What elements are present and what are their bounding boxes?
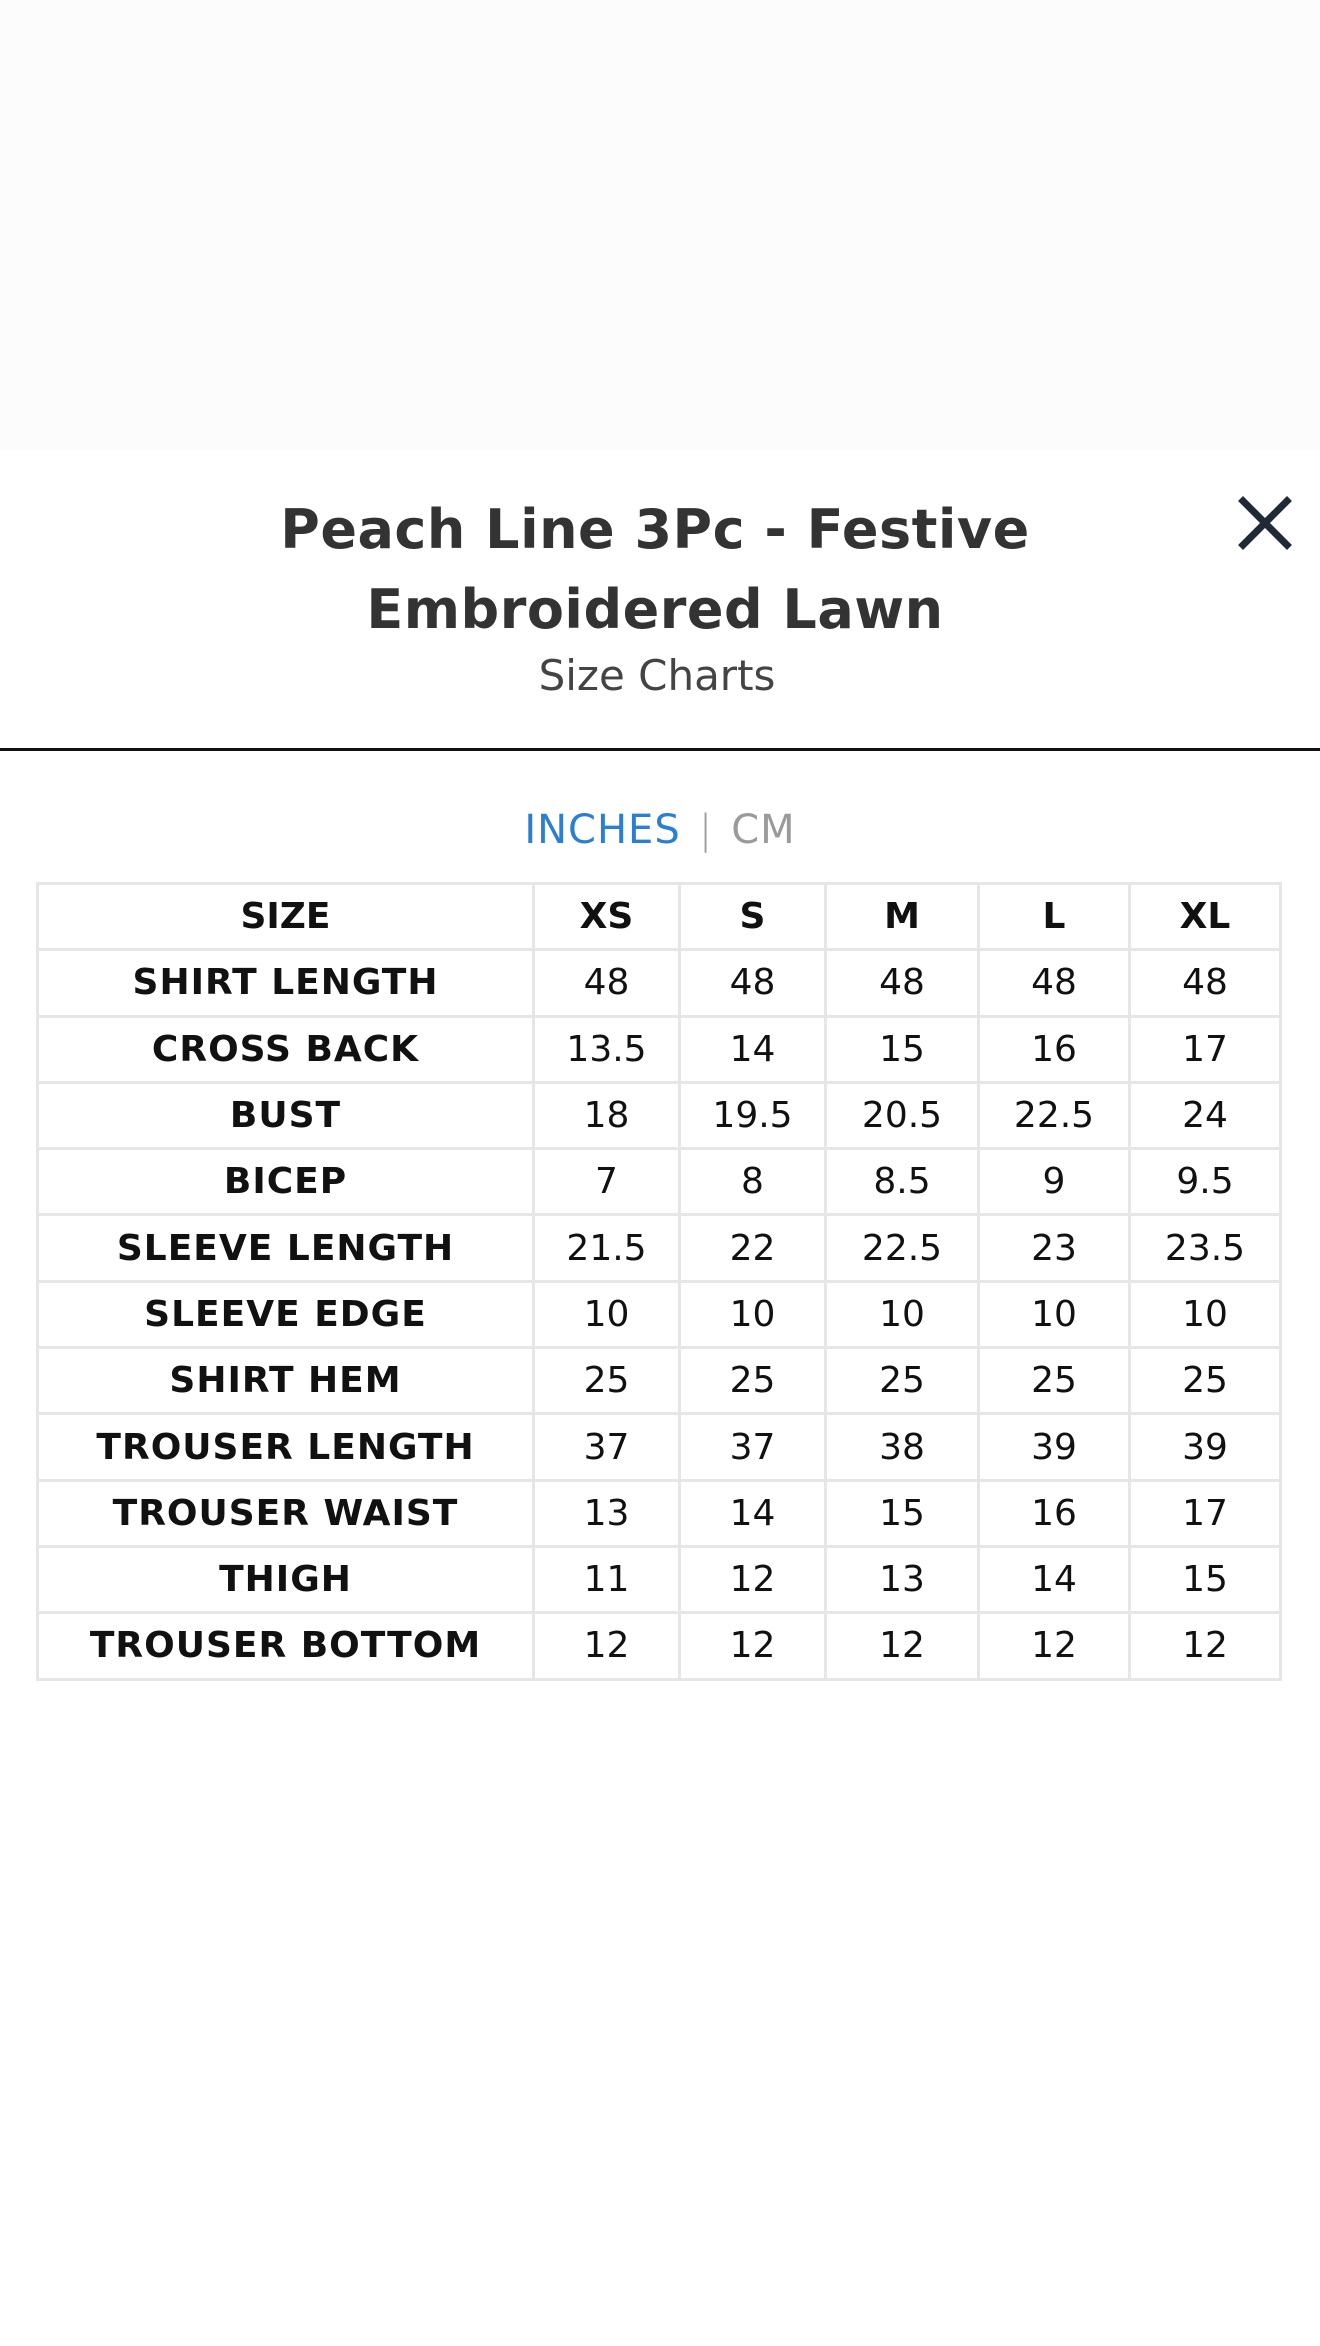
- table-cell: 22: [680, 1215, 826, 1281]
- row-label: SLEEVE EDGE: [38, 1281, 534, 1347]
- table-cell: 17: [1130, 1016, 1281, 1082]
- table-cell: 10: [979, 1281, 1130, 1347]
- table-cell: 39: [979, 1414, 1130, 1480]
- row-label: CROSS BACK: [38, 1016, 534, 1082]
- modal-backdrop[interactable]: [0, 0, 1320, 450]
- table-cell: 12: [979, 1613, 1130, 1679]
- table-cell: 13: [826, 1546, 979, 1612]
- table-cell: 48: [534, 950, 680, 1016]
- table-cell: 23.5: [1130, 1215, 1281, 1281]
- table-row: [38, 1613, 1281, 1679]
- column-header: XL: [1130, 884, 1281, 950]
- table-cell: 25: [1130, 1348, 1281, 1414]
- table-cell: 37: [680, 1414, 826, 1480]
- table-cell: 25: [680, 1348, 826, 1414]
- table-cell: 39: [1130, 1414, 1281, 1480]
- table-cell: 14: [680, 1480, 826, 1546]
- table-cell: 18: [534, 1082, 680, 1148]
- table-cell: 8.5: [826, 1149, 979, 1215]
- product-title: Peach Line 3Pc - Festive Embroidered Lawn: [280, 498, 1030, 641]
- row-label: SHIRT HEM: [38, 1348, 534, 1414]
- table-cell: 12: [826, 1613, 979, 1679]
- table-row: [38, 1414, 1281, 1480]
- table-cell: 48: [979, 950, 1130, 1016]
- modal-header: [0, 450, 1320, 750]
- table-cell: 9: [979, 1149, 1130, 1215]
- size-chart-table: [36, 882, 1282, 1681]
- table-cell: 48: [680, 950, 826, 1016]
- table-cell: 11: [534, 1546, 680, 1612]
- table-cell: 16: [979, 1480, 1130, 1546]
- row-label: SLEEVE LENGTH: [38, 1215, 534, 1281]
- table-cell: 10: [1130, 1281, 1281, 1347]
- table-row: [38, 1281, 1281, 1347]
- unit-cm-tab[interactable]: CM: [731, 807, 796, 853]
- table-cell: 12: [680, 1613, 826, 1679]
- table-cell: 24: [1130, 1082, 1281, 1148]
- table-cell: 22.5: [979, 1082, 1130, 1148]
- row-label: SHIRT LENGTH: [38, 950, 534, 1016]
- table-cell: 15: [1130, 1546, 1281, 1612]
- table-cell: 37: [534, 1414, 680, 1480]
- table-cell: 12: [534, 1613, 680, 1679]
- column-header: M: [826, 884, 979, 950]
- table-cell: 25: [979, 1348, 1130, 1414]
- table-header-row: [38, 884, 1281, 950]
- table-cell: 10: [826, 1281, 979, 1347]
- table-cell: 48: [1130, 950, 1281, 1016]
- table-row: [38, 1480, 1281, 1546]
- table-cell: 15: [826, 1016, 979, 1082]
- close-icon: [1237, 495, 1293, 551]
- size-charts-subtitle: Size Charts: [538, 651, 776, 700]
- table-cell: 48: [826, 950, 979, 1016]
- column-header: SIZE: [38, 884, 534, 950]
- table-cell: 8: [680, 1149, 826, 1215]
- table-cell: 16: [979, 1016, 1130, 1082]
- table-cell: 10: [680, 1281, 826, 1347]
- table-cell: 23: [979, 1215, 1130, 1281]
- table-cell: 12: [680, 1546, 826, 1612]
- row-label: TROUSER WAIST: [38, 1480, 534, 1546]
- table-cell: 10: [534, 1281, 680, 1347]
- table-cell: 15: [826, 1480, 979, 1546]
- table-cell: 21.5: [534, 1215, 680, 1281]
- table-row: [38, 1149, 1281, 1215]
- unit-inches-tab[interactable]: INCHES: [524, 807, 681, 853]
- unit-separator: |: [698, 807, 714, 853]
- table-row: [38, 950, 1281, 1016]
- table-cell: 14: [680, 1016, 826, 1082]
- row-label: THIGH: [38, 1546, 534, 1612]
- table-cell: 13.5: [534, 1016, 680, 1082]
- column-header: L: [979, 884, 1130, 950]
- size-chart-modal: [0, 450, 1320, 2346]
- table-cell: 25: [534, 1348, 680, 1414]
- table-cell: 38: [826, 1414, 979, 1480]
- table-cell: 9.5: [1130, 1149, 1281, 1215]
- table-row: [38, 1546, 1281, 1612]
- unit-toggle: [0, 802, 1320, 858]
- column-header: XS: [534, 884, 680, 950]
- row-label: TROUSER BOTTOM: [38, 1613, 534, 1679]
- table-row: [38, 1348, 1281, 1414]
- table-cell: 22.5: [826, 1215, 979, 1281]
- table-cell: 14: [979, 1546, 1130, 1612]
- table-cell: 20.5: [826, 1082, 979, 1148]
- table-cell: 25: [826, 1348, 979, 1414]
- table-cell: 17: [1130, 1480, 1281, 1546]
- table-cell: 12: [1130, 1613, 1281, 1679]
- table-cell: 7: [534, 1149, 680, 1215]
- table-cell: 13: [534, 1480, 680, 1546]
- table-cell: 19.5: [680, 1082, 826, 1148]
- row-label: BUST: [38, 1082, 534, 1148]
- table-row: [38, 1016, 1281, 1082]
- header-divider: [0, 748, 1320, 751]
- table-row: [38, 1082, 1281, 1148]
- row-label: BICEP: [38, 1149, 534, 1215]
- row-label: TROUSER LENGTH: [38, 1414, 534, 1480]
- column-header: S: [680, 884, 826, 950]
- close-button[interactable]: [1230, 488, 1300, 558]
- table-row: [38, 1215, 1281, 1281]
